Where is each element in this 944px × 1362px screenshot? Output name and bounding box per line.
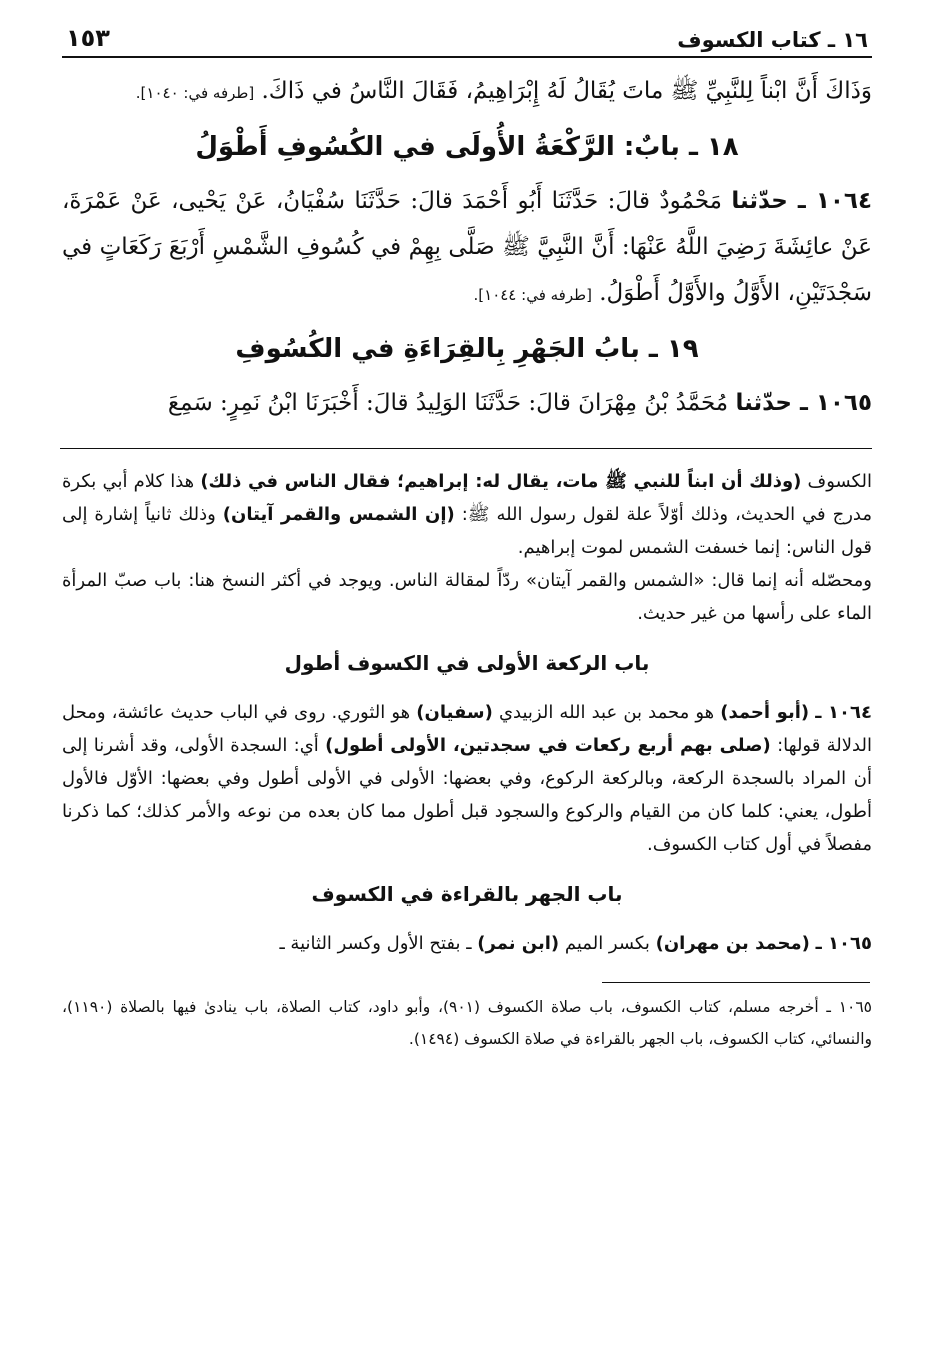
hadith-1064-number: ١٠٦٤ ـ حدّثنا <box>731 188 872 214</box>
commentary-p1-quote: (وذلك أن ابناً للنبي ﷺ مات، يقال له: إبراهيم؛ فقال الناس في ذلك) <box>200 471 802 492</box>
intro-text: وَذَاكَ أَنَّ ابْناً لِلنَّبِيِّ ﷺ ماتَ يُقَالُ لَهُ إِبْرَاهِيمُ، فَقَالَ النَّاسُ في ذَاكَ. <box>261 78 872 104</box>
footnote-block <box>62 991 872 1055</box>
commentary-p1-quote-2: (إن الشمس والقمر آيتان) <box>222 504 455 525</box>
hadith-text-block <box>62 68 872 426</box>
book-page <box>62 14 872 1055</box>
hadith-1064-text: مَحْمُودٌ قالَ: حَدَّثَنَا أَبُو أَحْمَدَ قالَ: حَدَّثَنَا سُفْيَانُ، عَنْ يَحْيى، عَنْ عَمْرَةَ، عَنْ عائِشَةَ رَضِيَ اللَّهُ عَنْهَا: أَنَّ النَّبِيَّ ﷺ صَلَّى بِهِمْ في كُسُوفِ الشَّمْسِ أَرْبَعَ رَكَعَاتٍ في سَجْدَتَيْنِ، الأَوَّلُ والأَوَّلُ أَطْوَلُ. <box>62 188 872 306</box>
commentary-1064 <box>62 696 872 861</box>
commentary-1064-text-2: هو الثوري. روى في الباب حديث عائشة، ومحل الدلالة قولها: <box>62 702 872 756</box>
commentary-1064-text-1: هو محمد بن عبد الله الزبيدي <box>498 702 715 723</box>
commentary-1065-number: ١٠٦٥ ـ <box>815 933 872 954</box>
commentary-1064-quote: (صلى بهم أربع ركعات في سجدتين، الأولى أطول) <box>325 735 771 756</box>
commentary-divider <box>60 448 872 449</box>
running-header <box>62 14 872 58</box>
commentary-paragraph-1 <box>62 465 872 564</box>
commentary-heading-loud-recitation: باب الجهر بالقراءة في الكسوف <box>311 882 623 906</box>
hadith-1065-text: مُحَمَّدُ بْنُ مِهْرَانَ قالَ: حَدَّثَنَا الوَلِيدُ قالَ: أَخْبَرَنَا ابْنُ نَمِرٍ: سَمِعَ <box>167 390 729 416</box>
hadith-1065-number: ١٠٦٥ ـ حدّثنا <box>735 390 872 416</box>
commentary-1065-text-2: ـ بفتح الأول وكسر الثانية ـ <box>279 933 472 954</box>
hadith-1064-cross-reference: [طرفه في: ١٠٤٤]. <box>473 286 592 304</box>
intro-cross-reference: [طرفه في: ١٠٤٠]. <box>135 84 255 102</box>
intro-paragraph <box>62 68 872 116</box>
commentary-heading-first-rakah: باب الركعة الأولى في الكسوف أطول <box>284 651 650 675</box>
commentary-p1-lead: الكسوف <box>807 471 872 492</box>
footnote-rule <box>602 982 870 983</box>
footnote-1065: ١٠٦٥ ـ أخرجه مسلم، كتاب الكسوف، باب صلاة الكسوف (٩٠١)، وأبو داود، كتاب الصلاة، باب ينادىٰ فيها بالصلاة (١١٩٠)، والنسائي، كتاب الكسوف، باب الجهر بالقراءة في صلاة الكسوف (١٤٩٤). <box>62 998 873 1048</box>
chapter-title: ١٦ ـ كتاب الكسوف <box>677 28 868 52</box>
commentary-1064-number: ١٠٦٤ ـ <box>815 702 872 723</box>
commentary-1065-name-1: (محمد بن مهران) <box>655 933 810 954</box>
hadith-1065 <box>62 380 872 426</box>
commentary-1065 <box>62 927 872 960</box>
hadith-1064 <box>62 178 872 318</box>
commentary-1065-text-1: بكسر الميم <box>564 933 650 954</box>
commentary-1064-text-3: أي: السجدة الأولى، وقد أشرنا إلى أن المراد بالسجدة الركعة، وبالركعة الركوع، وفي بعضها: الأولى في الأولى أطول وفي بعضها: الأوّل فالأول أطول، يعني: كلما كان من القيام والركوع والسجود قبل أطول مما كان بعده من نوعه والأمر كذلك؛ كما ذكرنا مفصلاً في أول كتاب الكسوف. <box>62 735 872 855</box>
chapter-heading-19: ١٩ ـ بابُ الجَهْرِ بِالقِرَاءَةِ في الكُسُوفِ <box>235 334 699 364</box>
commentary-1064-name-1: (أبو أحمد) <box>720 702 810 723</box>
page-number: ١٥٣ <box>66 24 110 52</box>
commentary-p1-ending: وذلك ثانياً إشارة إلى قول الناس: إنما خسفت الشمس لموت إبراهيم. <box>62 504 872 558</box>
commentary-block <box>62 465 872 960</box>
commentary-1065-name-2: (ابن نمر) <box>477 933 560 954</box>
commentary-p1-explanation: هذا كلام أبي بكرة مدرج في الحديث، وذلك أوّلاً علة لقول رسول الله ﷺ: <box>62 471 872 525</box>
commentary-1064-name-2: (سفيان) <box>416 702 493 723</box>
chapter-heading-18: ١٨ ـ بابٌ: الرَّكْعَةُ الأُولَى في الكُسُوفِ أَطْوَلُ <box>195 132 739 162</box>
commentary-paragraph-2: ومحصّله أنه إنما قال: «الشمس والقمر آيتان» ردّاً لمقالة الناس. ويوجد في أكثر النسخ هنا: باب صبّ المرأة الماء على رأسها من غير حديث. <box>62 570 872 624</box>
